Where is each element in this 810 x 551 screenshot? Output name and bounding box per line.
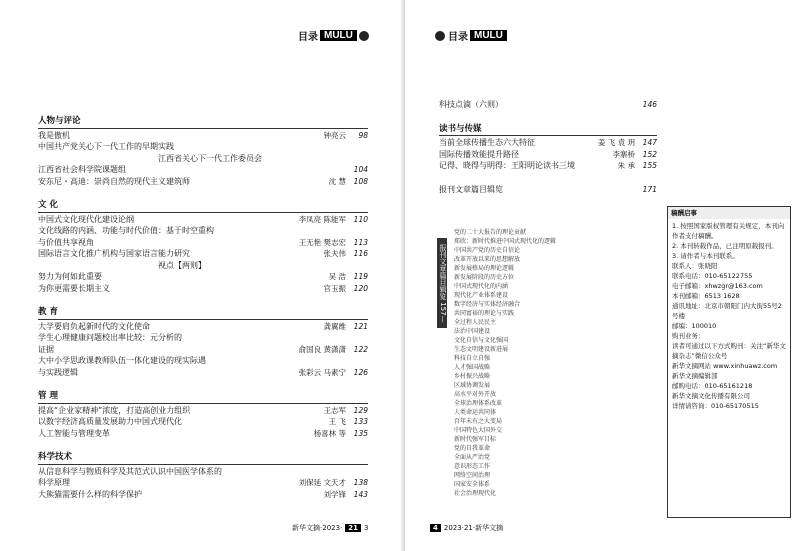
toc-entry[interactable] <box>38 467 368 479</box>
entry-author: 吴 浩 <box>328 272 346 281</box>
header-icon <box>435 31 445 41</box>
entry-title: 国际语言文化推广机构与国家语言能力研究 <box>38 249 190 258</box>
article-list-item: 国家安全体系 <box>454 481 491 488</box>
section-title: 科学技术 <box>38 452 368 465</box>
toc-entry[interactable] <box>439 185 657 197</box>
section-title: 教 育 <box>38 307 368 320</box>
entry-page: 98 <box>358 130 368 140</box>
article-list-item: 文化自信与文化强国 <box>454 337 509 344</box>
article-list-column <box>432 228 597 528</box>
entry-author: 张彩云 马素宁 <box>298 367 346 377</box>
section-title: 管 理 <box>38 391 368 404</box>
notice-line: 联系人：张晓阳 <box>672 262 718 270</box>
entry-title: 与实践逻辑 <box>38 367 78 377</box>
toc-entry[interactable] <box>439 150 657 162</box>
entry-author: 王志军 <box>323 405 346 415</box>
notice-line: 2. 本刊转载作品，已注明原载报刊。 <box>672 242 778 250</box>
entry-page: 104 <box>353 165 368 174</box>
notice-line: 新华文摘网站 www.xinhuawz.com <box>672 362 778 370</box>
entry-title: 与价值共享视角 <box>38 237 94 247</box>
article-list-item: 全过程人民民主 <box>454 319 497 326</box>
toc-entry[interactable] <box>38 333 368 345</box>
left-footer: 新华文摘 · 2023 · 21 3 <box>292 524 369 532</box>
section-title: 文 化 <box>38 200 368 213</box>
article-list-item: 中国共产党的历史自信论 <box>454 247 521 254</box>
entry-page: 122 <box>353 344 368 354</box>
footer-issue: 21 <box>463 524 473 532</box>
article-list-item: 全球治理体系改革 <box>454 400 503 407</box>
entry-title: 学生心理健康问题校出率比较：元分析的 <box>38 333 182 342</box>
article-list-item: 共同富裕的理论与实践 <box>454 310 515 317</box>
entry-author: 龚翼维 <box>323 321 346 331</box>
toc-entry[interactable] <box>439 138 657 150</box>
entry-title: 大中小学思政课教师队伍一体化建设的现实际遇 <box>38 356 206 365</box>
toc-entry[interactable] <box>38 368 368 380</box>
entry-author: 李寨桥 <box>612 149 635 159</box>
entry-page: 152 <box>642 149 657 159</box>
header-brand: MULU <box>320 30 357 41</box>
notice-box <box>667 206 791 518</box>
entry-page: 133 <box>353 417 368 426</box>
notice-line: 购刊业务： <box>672 332 705 340</box>
toc-entry[interactable] <box>38 478 368 490</box>
footer-year: 2023 <box>443 524 462 532</box>
entry-title: 报刊文章篇目辑览 <box>439 184 503 194</box>
notice-line: 电子邮箱：xhwzgr@163.com <box>672 282 763 290</box>
article-list-item: 党的二十大报告的理论贡献 <box>454 229 527 236</box>
article-list-item: 科技自立自强 <box>454 355 491 362</box>
notice-line: 联系电话：010-65122755 <box>672 272 753 280</box>
article-list-item: 高水平对外开放 <box>454 391 497 398</box>
entry-page: 143 <box>353 489 368 499</box>
article-list-item: 人才强国战略 <box>454 364 491 371</box>
notice-line: 1. 按照国家版权管理有关规定，本刊向作者支付稿酬。 <box>672 222 785 240</box>
toc-entry[interactable] <box>38 490 368 502</box>
toc-entry[interactable] <box>38 154 368 166</box>
entry-page: 155 <box>642 161 657 170</box>
entry-title: 江西省关心下一代工作委员会 <box>158 153 262 163</box>
article-list-item: 全面从严治党 <box>454 454 491 461</box>
entry-title: 从信息科学与物质科学及其范式认识中国医学体系的 <box>38 466 222 476</box>
toc-entry[interactable] <box>38 142 368 154</box>
entry-author: 刘学锋 <box>323 489 346 499</box>
entry-page: 138 <box>353 478 368 487</box>
article-list-item: 意识形态工作 <box>454 463 491 470</box>
notice-line: 新华文摘文化传播有限公司 <box>672 392 750 400</box>
right-footer: 4 2023 · 21 · 新华文摘 <box>427 523 503 533</box>
right-toc <box>439 100 657 196</box>
toc-entry[interactable] <box>38 406 368 418</box>
entry-page: 113 <box>353 237 368 247</box>
entry-page: 146 <box>642 100 657 109</box>
article-list-item: 数字经济与实体经济融合 <box>454 301 521 308</box>
entry-author: 姜 飞 袁 玥 <box>597 138 635 147</box>
entry-page: 129 <box>353 405 368 415</box>
toc-entry[interactable] <box>439 100 657 112</box>
article-list-item: 乡村振兴战略 <box>454 373 491 380</box>
notice-body <box>668 219 790 413</box>
entry-title: 为你更需要长期主义 <box>38 283 110 293</box>
notice-title: 稿酬启事 <box>668 207 790 219</box>
entry-title: 努力为何如此重要 <box>38 272 102 281</box>
entry-title: 视点【两则】 <box>158 260 206 270</box>
toc-entry[interactable] <box>439 161 657 173</box>
toc-entry[interactable] <box>38 345 368 357</box>
notice-line: 详情请咨询：010-65170515 <box>672 402 759 410</box>
notice-line: 通讯地址：北京市朝阳门内大街55号2号楼 <box>672 302 782 320</box>
entry-title: 文化线路的内涵、功能与时代价值：基于时空重构 <box>38 226 214 235</box>
entry-title: 我是傲机 <box>38 130 70 140</box>
article-list-item: 新发展阶段的历史方位 <box>454 274 515 281</box>
toc-entry[interactable] <box>38 215 368 227</box>
entry-title: 科学原理 <box>38 478 70 487</box>
entry-author: 朱 承 <box>617 161 635 170</box>
entry-title: 大熊猫需要什么样的科学保护 <box>38 489 142 499</box>
entry-title: 科技点滴（六则） <box>439 100 503 109</box>
toc-entry[interactable] <box>38 249 368 261</box>
notice-line: 本刊邮箱：6513 1628 <box>672 292 740 300</box>
entry-title: 人工智能与管理变革 <box>38 428 110 438</box>
toc-entry[interactable] <box>38 177 368 189</box>
article-list-item: 现代化产业体系建设 <box>454 292 509 299</box>
article-list-item: 新时代强军目标 <box>454 436 497 443</box>
article-list-item: 郑欣：新时代推进中国式现代化的逻辑 <box>454 238 557 245</box>
article-list-item: 区域协调发展 <box>454 382 491 389</box>
entry-author: 沈 慧 <box>328 176 346 186</box>
entry-title: 安东尼・高迪：崇尚自然的现代主义建筑师 <box>38 176 190 186</box>
article-list-item: 社会治理现代化 <box>454 490 497 497</box>
entry-title: 证据 <box>38 344 54 354</box>
toc-entry[interactable] <box>38 429 368 441</box>
toc-entry[interactable] <box>38 417 368 429</box>
entry-page: 116 <box>353 249 368 258</box>
right-page <box>405 0 810 551</box>
header-label: 目录 <box>298 32 318 43</box>
article-list-item: 党的自我革命 <box>454 445 491 452</box>
entry-page: 135 <box>353 428 368 438</box>
entry-author: 李凤亮 陈能军 <box>298 214 346 224</box>
footer-page: 4 <box>430 524 441 532</box>
entry-page: 108 <box>353 176 368 186</box>
toc-entry[interactable] <box>38 131 368 143</box>
header-label: 目录 <box>448 32 468 43</box>
right-header <box>433 28 507 43</box>
entry-page: 119 <box>353 272 368 281</box>
entry-title: 以数字经济高质量发展助力中国式现代化 <box>38 417 182 426</box>
entry-title: 江西省社会科学院课题组 <box>38 165 126 174</box>
notice-line: 邮购电话：010-65161218 <box>672 382 753 390</box>
toc-entry[interactable] <box>38 284 368 296</box>
article-list-item: 中国式现代化的内涵 <box>454 283 509 290</box>
notice-line: 3. 请作者与本刊联系。 <box>672 252 739 260</box>
footer-issue: 21 <box>345 524 361 532</box>
left-header <box>298 28 369 43</box>
article-list-item: 人类命运共同体 <box>454 409 497 416</box>
header-icon <box>359 31 369 41</box>
notice-line: 邮编：100010 <box>672 322 717 330</box>
entry-page: 110 <box>353 214 368 224</box>
article-list <box>454 228 599 498</box>
toc-entry[interactable] <box>38 165 368 177</box>
entry-author: 俞国良 黄潇潇 <box>298 344 346 354</box>
entry-title: 大学要肩负起新时代的文化使命 <box>38 321 150 331</box>
entry-page: 147 <box>642 138 657 147</box>
entry-title: 当前全球传播生态六大特征 <box>439 138 535 147</box>
article-list-item: 新发展格局的理论逻辑 <box>454 265 515 272</box>
entry-title: 中国式文化现代化建设论纲 <box>38 214 134 224</box>
article-list-item: 中国特色大国外交 <box>454 427 503 434</box>
entry-author: 王 飞 <box>328 417 346 426</box>
entry-page: 120 <box>353 283 368 293</box>
footer-magazine: 新华文摘 <box>475 524 504 532</box>
toc-entry[interactable] <box>38 322 368 334</box>
entry-title: 国际传播效能提升路径 <box>439 149 519 159</box>
entry-author: 王无艳 樊志宏 <box>298 237 346 247</box>
article-list-item: 百年未有之大变局 <box>454 418 503 425</box>
article-list-item: 改革开放以来的思想解放 <box>454 256 521 263</box>
section-title: 读书与传媒 <box>439 124 657 137</box>
entry-author: 杨喜林 等 <box>313 428 346 438</box>
article-list-item: 生态文明建设新进展 <box>454 346 509 353</box>
entry-title: 记得、晓得与明得：王阳明论读书三境 <box>439 161 575 170</box>
entry-page: 121 <box>353 321 368 331</box>
toc-entry[interactable] <box>38 226 368 238</box>
toc-entry[interactable] <box>38 261 368 273</box>
entry-page: 171 <box>642 184 657 194</box>
left-toc <box>38 116 368 501</box>
article-list-item: 网络空间治理 <box>454 472 491 479</box>
notice-line: 读者可通过以下方式购刊：关注“新华文摘杂志”微信公众号 <box>672 342 786 360</box>
entry-author: 张夫伟 <box>323 249 346 258</box>
entry-author: 官玉振 <box>323 283 346 293</box>
footer-year: 2023 <box>322 524 341 532</box>
section-title: 人物与评论 <box>38 116 368 129</box>
entry-title: 提高“企业家精神”浓度，打造高创业力组织 <box>38 405 191 415</box>
entry-author: 钟亮云 <box>323 130 346 140</box>
entry-page: 126 <box>353 367 368 377</box>
article-list-item: 法治中国建设 <box>454 328 491 335</box>
section-strip: 报刊文章篇目辑览 157—170 <box>437 238 447 328</box>
entry-author: 刘保延 文天才 <box>298 478 346 487</box>
footer-page: 3 <box>364 524 369 532</box>
footer-magazine: 新华文摘 <box>292 524 320 532</box>
toc-entry[interactable] <box>38 356 368 368</box>
notice-line: 新华文摘编辑部 <box>672 372 718 380</box>
toc-entry[interactable] <box>38 272 368 284</box>
entry-title: 中国共产党关心下一代工作的早期实践 <box>38 142 174 151</box>
header-brand: MULU <box>470 30 507 41</box>
toc-entry[interactable] <box>38 238 368 250</box>
